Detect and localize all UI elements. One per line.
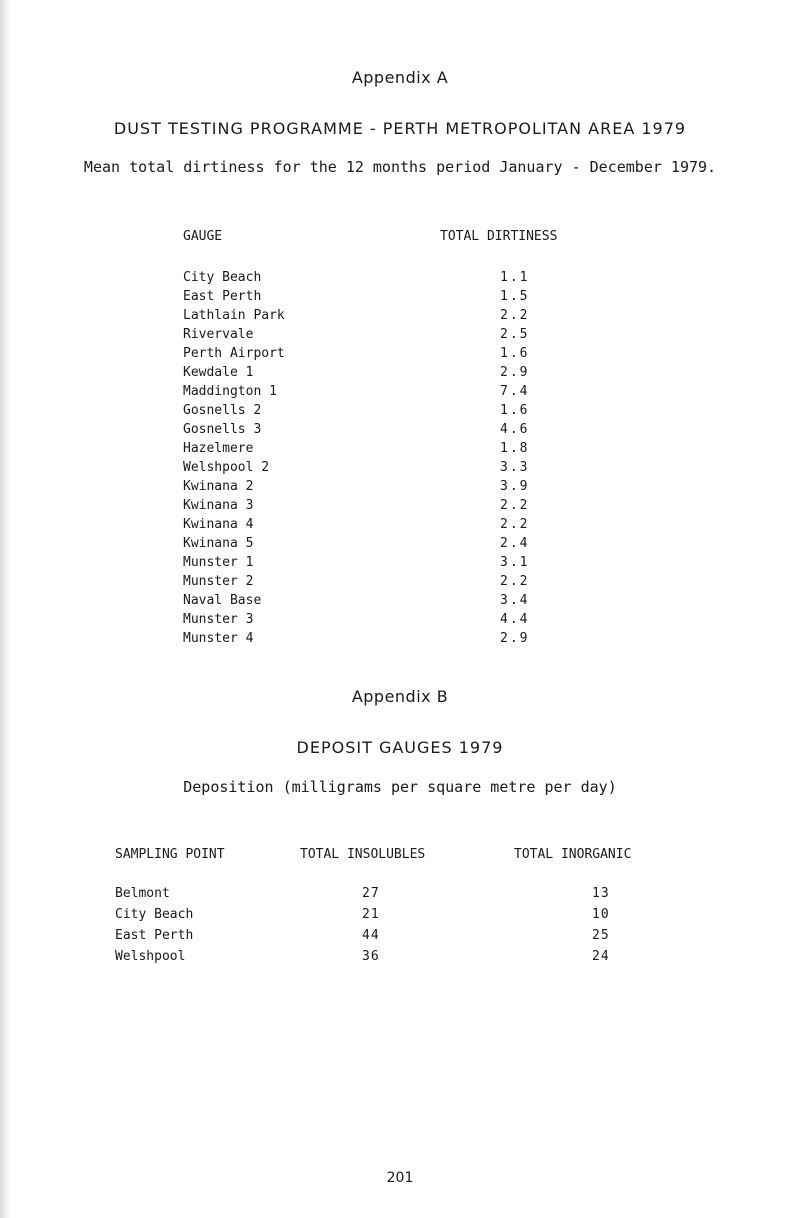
total-inorganic-value: 24 [592,949,610,964]
gauge-name: Welshpool 2 [183,460,270,475]
dirtiness-value: 3.9 [500,479,530,494]
gauge-name: Gosnells 2 [183,403,262,418]
table-row [0,515,800,534]
dirtiness-value: 1.8 [500,441,530,456]
gauge-name: East Perth [183,289,262,304]
dirtiness-value: 1.1 [500,270,530,285]
dirtiness-value: 2.4 [500,536,530,551]
gauge-name: Kewdale 1 [183,365,254,380]
table-row [0,401,800,420]
gauge-name: Kwinana 4 [183,517,254,532]
table-row [0,344,800,363]
dirtiness-value: 2.2 [500,574,530,589]
appendix-a-title: DUST TESTING PROGRAMME - PERTH METROPOLITAN AREA 1979 [113,119,687,138]
table-row [0,306,800,325]
sampling-point-name: City Beach [115,907,194,922]
table-row [0,884,800,903]
table-row [0,477,800,496]
total-inorganic-value: 25 [592,928,610,943]
column-header-total-dirtiness: TOTAL DIRTINESS [440,229,558,244]
dirtiness-value: 1.6 [500,346,530,361]
table-row [0,610,800,629]
gauge-name: Lathlain Park [183,308,285,323]
table-row [0,268,800,287]
gauge-name: Kwinana 3 [183,498,254,513]
column-header-total-insolubles: TOTAL INSOLUBLES [300,847,426,862]
table-row [0,325,800,344]
dirtiness-value: 2.2 [500,308,530,323]
table-row [0,363,800,382]
table-row [0,553,800,572]
gauge-name: Maddington 1 [183,384,277,399]
sampling-point-name: Belmont [115,886,170,901]
gauge-name: Munster 1 [183,555,254,570]
dirtiness-value: 2.9 [500,631,530,646]
dirtiness-value: 7.4 [500,384,530,399]
gauge-name: Munster 2 [183,574,254,589]
dirtiness-value: 3.3 [500,460,530,475]
gauge-name: Gosnells 3 [183,422,262,437]
table-row [0,534,800,553]
total-insolubles-value: 21 [362,907,380,922]
table-row [0,439,800,458]
appendix-b-title: DEPOSIT GAUGES 1979 [296,738,504,757]
gauge-name: Kwinana 2 [183,479,254,494]
table-row [0,591,800,610]
column-header-gauge: GAUGE [183,229,223,244]
deposit-table [0,884,800,974]
total-inorganic-value: 10 [592,907,610,922]
gauge-name: City Beach [183,270,262,285]
dirtiness-table [0,268,800,668]
dirtiness-value: 4.4 [500,612,530,627]
table-row [0,572,800,591]
table-row [0,926,800,945]
table-row [0,496,800,515]
dirtiness-value: 2.9 [500,365,530,380]
table-row [0,458,800,477]
gauge-name: Munster 3 [183,612,254,627]
dirtiness-value: 3.4 [500,593,530,608]
table-row [0,947,800,966]
dirtiness-value: 1.5 [500,289,530,304]
sampling-point-name: Welshpool [115,949,186,964]
gauge-name: Naval Base [183,593,262,608]
appendix-a-subtitle: Mean total dirtiness for the 12 months period January - December 1979. [83,158,717,176]
total-insolubles-value: 27 [362,886,380,901]
table-row [0,287,800,306]
dirtiness-value: 2.5 [500,327,530,342]
total-inorganic-value: 13 [592,886,610,901]
table-row [0,905,800,924]
table-row [0,382,800,401]
gauge-name: Kwinana 5 [183,536,254,551]
dirtiness-value: 3.1 [500,555,530,570]
total-insolubles-value: 36 [362,949,380,964]
page-number: 201 [386,1170,414,1186]
table-row [0,629,800,648]
gauge-name: Perth Airport [183,346,285,361]
dirtiness-value: 4.6 [500,422,530,437]
dirtiness-value: 2.2 [500,498,530,513]
gauge-name: Rivervale [183,327,254,342]
appendix-b-heading: Appendix B [351,687,449,706]
total-insolubles-value: 44 [362,928,380,943]
gauge-name: Hazelmere [183,441,254,456]
dirtiness-value: 1.6 [500,403,530,418]
sampling-point-name: East Perth [115,928,194,943]
column-header-sampling-point: SAMPLING POINT [115,847,225,862]
dirtiness-value: 2.2 [500,517,530,532]
table-row [0,420,800,439]
appendix-a-heading: Appendix A [351,68,449,87]
gauge-name: Munster 4 [183,631,254,646]
column-header-total-inorganic: TOTAL INORGANIC [514,847,632,862]
appendix-b-subtitle: Deposition (milligrams per square metre per day) [183,778,617,796]
